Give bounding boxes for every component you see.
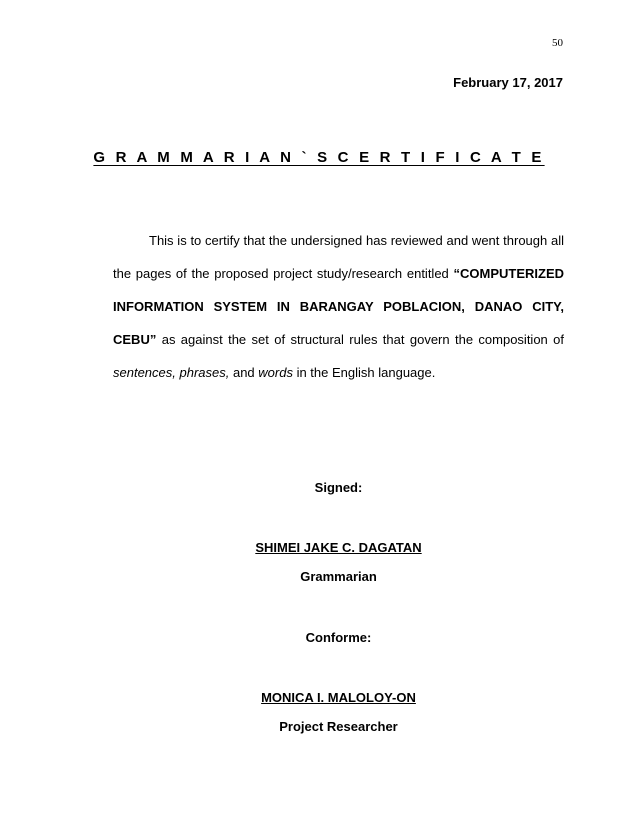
signed-label: Signed: (314, 480, 363, 495)
certificate-title: G R A M M A R I A N ` S C E R T I F I C A T E (93, 149, 545, 166)
certificate-body (113, 224, 564, 389)
researcher-name: MONICA I. MALOLOY-ON (261, 690, 416, 705)
grammarian-name: SHIMEI JAKE C. DAGATAN (255, 540, 422, 555)
body-text-part1: This is to certify that the undersigned has reviewed and went through all the pages of the proposed project study/research entitled (113, 233, 564, 281)
researcher-role: Project Researcher (279, 719, 398, 734)
conforme-label: Conforme: (305, 630, 372, 645)
body-text-part2: as against the set of structural rules that govern the composition of (156, 332, 564, 347)
certificate-date: February 17, 2017 (453, 75, 563, 90)
project-title: “COMPUTERIZED INFORMATION SYSTEM IN BARANGAY POBLACION, DANAO CITY, CEBU” (113, 266, 564, 347)
body-text-part4: in the English language. (292, 365, 436, 380)
body-text-part3: and (229, 365, 259, 380)
page-number: 50 (552, 37, 563, 49)
body-italic-words: words (258, 365, 293, 380)
grammarian-role: Grammarian (300, 569, 377, 584)
body-italic-phrases: sentences, phrases, (113, 365, 230, 380)
